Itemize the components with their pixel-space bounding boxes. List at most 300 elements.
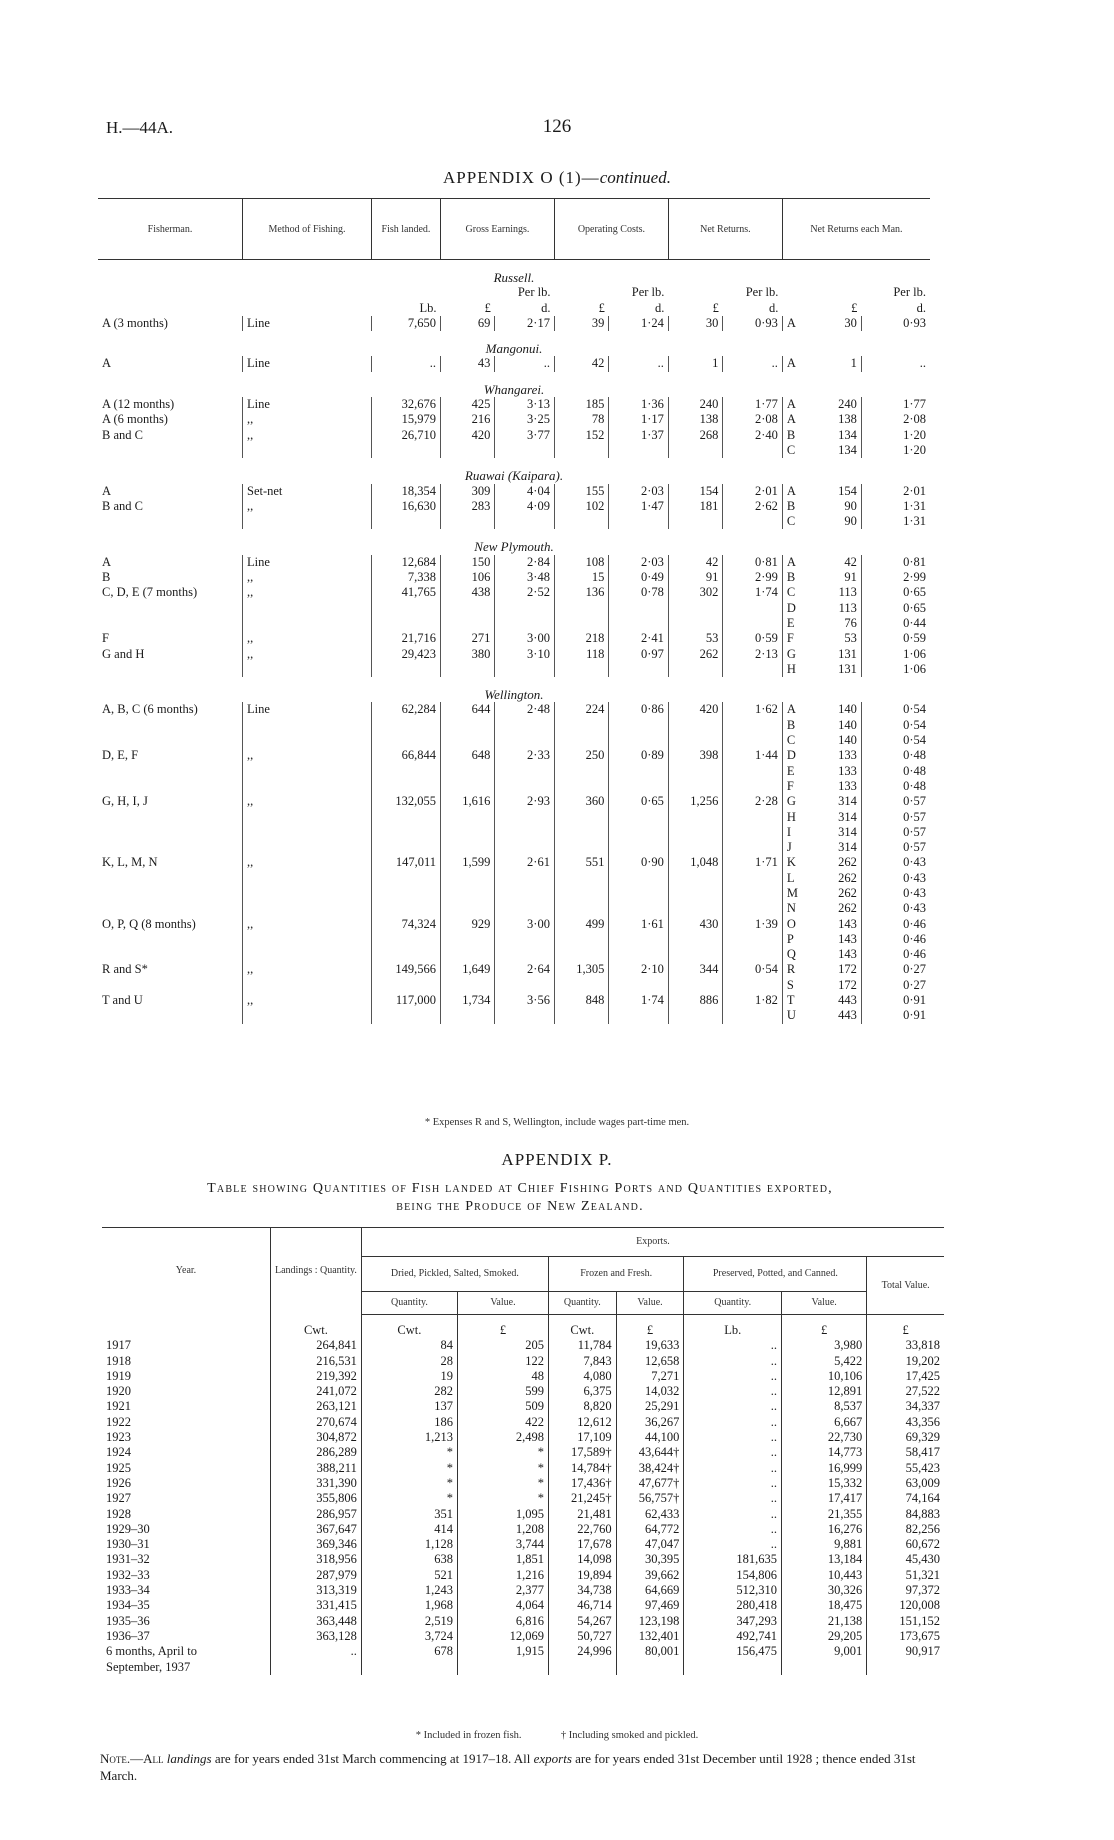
value-cell: 60,672 bbox=[867, 1537, 944, 1552]
empty-cell bbox=[372, 616, 441, 631]
fish-landed-cell: 7,338 bbox=[372, 570, 441, 585]
value-cell: 10,106 bbox=[781, 1369, 866, 1384]
table-row bbox=[98, 871, 930, 886]
value-cell: 263,121 bbox=[271, 1399, 362, 1414]
man-d-cell: 0·48 bbox=[861, 779, 930, 794]
table-row bbox=[102, 1598, 944, 1613]
value-cell: 286,289 bbox=[271, 1445, 362, 1460]
empty-cell bbox=[243, 932, 372, 947]
value-cell: 21,355 bbox=[781, 1507, 866, 1522]
year-cell: 1920 bbox=[106, 1384, 131, 1399]
col-preserved-quantity: Quantity. bbox=[684, 1292, 782, 1315]
net-cell: 886 bbox=[668, 993, 722, 1008]
value-cell: 90,917 bbox=[867, 1644, 944, 1675]
man-pound-cell: 138 bbox=[838, 412, 857, 427]
man-letter-cell: L bbox=[782, 871, 815, 886]
gross-d-cell: 3·56 bbox=[495, 993, 555, 1008]
man-d-cell: 0·48 bbox=[861, 764, 930, 779]
empty-cell bbox=[98, 443, 243, 458]
table-row bbox=[98, 499, 930, 514]
year-cell: 1926 bbox=[106, 1475, 131, 1490]
location-name: Wellington. bbox=[484, 687, 544, 703]
man-letter-cell: C bbox=[782, 733, 815, 748]
man-pound-cell: 262 bbox=[838, 855, 857, 870]
gross-cell: 69 bbox=[441, 316, 495, 331]
year-cell: 1930–31 bbox=[106, 1537, 150, 1552]
man-pound-cell: 143 bbox=[838, 916, 857, 931]
value-cell: 22,760 bbox=[548, 1522, 616, 1537]
empty-cell bbox=[554, 616, 608, 631]
empty-cell bbox=[609, 840, 669, 855]
value-cell: 14,784† bbox=[548, 1461, 616, 1476]
man-pound-cell: 90 bbox=[844, 498, 857, 513]
empty-cell bbox=[668, 871, 722, 886]
empty-cell bbox=[243, 779, 372, 794]
net-d-cell: 2·99 bbox=[723, 570, 783, 585]
man-letter-cell: J bbox=[782, 840, 815, 855]
fisherman-cell: R and S* bbox=[102, 962, 148, 977]
fish-landed-cell: 62,284 bbox=[372, 702, 441, 717]
empty-cell bbox=[723, 947, 783, 962]
value-cell: 205 bbox=[457, 1338, 548, 1353]
fish-landed-cell: 32,676 bbox=[372, 397, 441, 412]
man-d-cell: 1·20 bbox=[861, 443, 930, 458]
value-cell: 74,164 bbox=[867, 1491, 944, 1506]
value-cell: 351 bbox=[361, 1507, 457, 1522]
net-cell: 1,048 bbox=[668, 855, 722, 870]
net-cell: 262 bbox=[668, 647, 722, 662]
empty-cell bbox=[554, 840, 608, 855]
table-row bbox=[98, 356, 930, 371]
value-cell: 19 bbox=[361, 1369, 457, 1384]
gross-cell: 380 bbox=[441, 647, 495, 662]
table-row bbox=[98, 779, 930, 794]
value-cell: 1,243 bbox=[361, 1583, 457, 1598]
value-cell: .. bbox=[271, 1644, 362, 1675]
unit-label: £ bbox=[598, 300, 605, 315]
empty-cell bbox=[495, 810, 555, 825]
year-cell: 1925 bbox=[106, 1460, 131, 1475]
value-cell: 4,080 bbox=[548, 1369, 616, 1384]
empty-cell bbox=[554, 1008, 608, 1023]
table-row bbox=[102, 1430, 944, 1445]
empty-cell bbox=[554, 779, 608, 794]
gross-d-cell: 2·61 bbox=[495, 855, 555, 870]
value-cell: 50,727 bbox=[548, 1629, 616, 1644]
col-year: Year. bbox=[102, 1228, 271, 1315]
table-row bbox=[98, 443, 930, 458]
gross-cell: 420 bbox=[441, 428, 495, 443]
empty-cell bbox=[495, 825, 555, 840]
year-cell: 1918 bbox=[106, 1353, 131, 1368]
net-d-cell: 1·39 bbox=[723, 917, 783, 932]
empty-cell bbox=[609, 514, 669, 529]
net-cell: 91 bbox=[668, 570, 722, 585]
cost-d-cell: 1·47 bbox=[609, 499, 669, 514]
empty-cell bbox=[668, 514, 722, 529]
fish-landed-cell: 12,684 bbox=[372, 555, 441, 570]
value-cell: 6,667 bbox=[781, 1415, 866, 1430]
unit-label: Cwt. bbox=[361, 1315, 457, 1339]
value-cell: 3,980 bbox=[781, 1338, 866, 1353]
net-d-cell: 1·71 bbox=[723, 855, 783, 870]
value-cell: .. bbox=[684, 1399, 782, 1414]
man-d-cell: 0·93 bbox=[861, 316, 930, 331]
value-cell: 11,784 bbox=[548, 1338, 616, 1353]
man-letter-cell: R bbox=[782, 962, 815, 977]
value-cell: 9,001 bbox=[781, 1644, 866, 1675]
man-letter-cell: G bbox=[782, 647, 815, 662]
empty-cell bbox=[243, 718, 372, 733]
empty-cell bbox=[723, 514, 783, 529]
value-cell: 2,498 bbox=[457, 1430, 548, 1445]
table-row bbox=[98, 733, 930, 748]
value-cell: 509 bbox=[457, 1399, 548, 1414]
empty-cell bbox=[441, 1008, 495, 1023]
empty-cell bbox=[372, 825, 441, 840]
value-cell: 151,152 bbox=[867, 1614, 944, 1629]
table-row bbox=[102, 1476, 944, 1491]
man-letter-cell: E bbox=[782, 764, 815, 779]
empty-cell bbox=[98, 825, 243, 840]
value-cell: 25,291 bbox=[616, 1399, 684, 1414]
empty-cell bbox=[668, 932, 722, 947]
man-letter-cell: H bbox=[782, 810, 815, 825]
empty-cell bbox=[554, 718, 608, 733]
man-pound-cell: 133 bbox=[838, 748, 857, 763]
appendix-p-header-row-1 bbox=[102, 1228, 944, 1257]
table-row bbox=[98, 794, 930, 809]
value-cell: 39,662 bbox=[616, 1568, 684, 1583]
net-cell: 1 bbox=[668, 356, 722, 371]
gross-d-cell: 3·25 bbox=[495, 412, 555, 427]
net-cell: 420 bbox=[668, 702, 722, 717]
empty-cell bbox=[554, 733, 608, 748]
col-frozen: Frozen and Fresh. bbox=[548, 1257, 683, 1292]
fish-landed-cell: 29,423 bbox=[372, 647, 441, 662]
fisherman-cell: K, L, M, N bbox=[102, 855, 158, 870]
value-cell: 19,633 bbox=[616, 1338, 684, 1353]
col-preserved: Preserved, Potted, and Canned. bbox=[684, 1257, 867, 1292]
value-cell: 122 bbox=[457, 1354, 548, 1369]
gross-cell: 1,734 bbox=[441, 993, 495, 1008]
man-d-cell: 0·57 bbox=[861, 825, 930, 840]
method-cell: Set-net bbox=[243, 484, 372, 499]
man-letter-cell: A bbox=[782, 356, 815, 371]
man-letter-cell: A bbox=[782, 412, 815, 427]
value-cell: * bbox=[361, 1445, 457, 1460]
table-row bbox=[102, 1415, 944, 1430]
cost-d-cell: 2·41 bbox=[609, 631, 669, 646]
table-row bbox=[98, 428, 930, 443]
method-cell: ,, bbox=[243, 962, 372, 977]
empty-cell bbox=[609, 978, 669, 993]
empty-cell bbox=[243, 825, 372, 840]
empty-cell bbox=[98, 616, 243, 631]
value-cell: .. bbox=[684, 1461, 782, 1476]
man-pound-cell: 314 bbox=[838, 809, 857, 824]
table-row bbox=[98, 825, 930, 840]
gross-cell: 425 bbox=[441, 397, 495, 412]
man-letter-cell: B bbox=[782, 428, 815, 443]
fisherman-cell: A (12 months) bbox=[102, 397, 175, 412]
year-cell: 1936–37 bbox=[106, 1628, 150, 1643]
value-cell: 33,818 bbox=[867, 1338, 944, 1353]
empty-cell bbox=[441, 886, 495, 901]
empty-cell bbox=[441, 779, 495, 794]
cost-cell: 15 bbox=[554, 570, 608, 585]
value-cell: 313,319 bbox=[271, 1583, 362, 1598]
empty-cell bbox=[668, 718, 722, 733]
gross-cell: 1,616 bbox=[441, 794, 495, 809]
man-pound-cell: 91 bbox=[844, 570, 857, 585]
col-operating-costs: Operating Costs. bbox=[554, 199, 668, 260]
man-d-cell: 0·91 bbox=[861, 993, 930, 1008]
net-d-cell: 1·77 bbox=[723, 397, 783, 412]
value-cell: 38,424† bbox=[616, 1461, 684, 1476]
man-d-cell: 0·43 bbox=[861, 901, 930, 916]
empty-cell bbox=[243, 810, 372, 825]
empty-cell bbox=[554, 662, 608, 677]
empty-cell bbox=[554, 947, 608, 962]
table-row bbox=[98, 647, 930, 662]
year-cell: 1929–30 bbox=[106, 1521, 150, 1536]
empty-cell bbox=[441, 810, 495, 825]
col-net-returns-each-man: Net Returns each Man. bbox=[782, 199, 930, 260]
value-cell: 318,956 bbox=[271, 1552, 362, 1567]
value-cell: 63,009 bbox=[867, 1476, 944, 1491]
unit-label bbox=[782, 301, 815, 316]
cost-cell: 102 bbox=[554, 499, 608, 514]
empty-cell bbox=[554, 764, 608, 779]
value-cell: 21,481 bbox=[548, 1507, 616, 1522]
man-pound-cell: 90 bbox=[844, 514, 857, 529]
units-row bbox=[98, 301, 930, 316]
cost-cell: 39 bbox=[554, 316, 608, 331]
empty-cell bbox=[723, 779, 783, 794]
cost-d-cell: 0·89 bbox=[609, 748, 669, 763]
man-letter-cell: B bbox=[782, 718, 815, 733]
unit-label: £ bbox=[712, 300, 719, 315]
fish-landed-cell: 7,650 bbox=[372, 316, 441, 331]
net-d-cell: 1·82 bbox=[723, 993, 783, 1008]
table-row bbox=[98, 662, 930, 677]
value-cell: 280,418 bbox=[684, 1598, 782, 1613]
fish-landed-cell: 26,710 bbox=[372, 428, 441, 443]
value-cell: 80,001 bbox=[616, 1644, 684, 1675]
col-fisherman: Fisherman. bbox=[98, 199, 243, 260]
value-cell: 47,047 bbox=[616, 1537, 684, 1552]
cost-cell: 78 bbox=[554, 412, 608, 427]
unit-label: d. bbox=[768, 300, 779, 315]
gross-cell: 106 bbox=[441, 570, 495, 585]
empty-cell bbox=[609, 810, 669, 825]
empty-cell bbox=[441, 825, 495, 840]
fisherman-cell: F bbox=[102, 631, 109, 646]
man-d-cell: 1·31 bbox=[861, 499, 930, 514]
value-cell: 27,522 bbox=[867, 1384, 944, 1399]
empty-cell bbox=[441, 601, 495, 616]
value-cell: 1,128 bbox=[361, 1537, 457, 1552]
per-lb-label: Per lb. bbox=[893, 285, 926, 300]
value-cell: 15,332 bbox=[781, 1476, 866, 1491]
value-cell: 678 bbox=[361, 1644, 457, 1675]
table-row bbox=[98, 484, 930, 499]
cost-cell: 360 bbox=[554, 794, 608, 809]
value-cell: 492,741 bbox=[684, 1629, 782, 1644]
cost-cell: 136 bbox=[554, 585, 608, 600]
empty-cell bbox=[723, 932, 783, 947]
net-cell: 268 bbox=[668, 428, 722, 443]
empty-cell bbox=[495, 662, 555, 677]
empty-cell bbox=[495, 871, 555, 886]
man-pound-cell: 131 bbox=[838, 661, 857, 676]
cost-cell: 155 bbox=[554, 484, 608, 499]
empty-cell bbox=[723, 1008, 783, 1023]
man-d-cell: 0·43 bbox=[861, 871, 930, 886]
location-name: New Plymouth. bbox=[474, 539, 554, 555]
per-lb-label: Per lb. bbox=[631, 285, 665, 300]
empty-cell bbox=[723, 825, 783, 840]
empty-cell bbox=[98, 514, 243, 529]
man-letter-cell: H bbox=[782, 662, 815, 677]
location-row bbox=[98, 260, 930, 286]
unit-label: £ bbox=[781, 1315, 866, 1339]
empty-cell bbox=[723, 810, 783, 825]
man-pound-cell: 30 bbox=[844, 315, 857, 330]
value-cell: 363,448 bbox=[271, 1614, 362, 1629]
empty-cell bbox=[372, 779, 441, 794]
col-net-returns: Net Returns. bbox=[668, 199, 782, 260]
value-cell: 1,216 bbox=[457, 1568, 548, 1583]
gross-cell: 929 bbox=[441, 917, 495, 932]
value-cell: 19,202 bbox=[867, 1354, 944, 1369]
table-row bbox=[102, 1399, 944, 1414]
empty-cell bbox=[609, 733, 669, 748]
fish-landed-cell: 41,765 bbox=[372, 585, 441, 600]
man-d-cell: 0·65 bbox=[861, 585, 930, 600]
empty-cell bbox=[495, 616, 555, 631]
year-line: September, 1937 bbox=[106, 1659, 191, 1674]
method-cell: ,, bbox=[243, 993, 372, 1008]
gross-cell: 438 bbox=[441, 585, 495, 600]
empty-cell bbox=[98, 662, 243, 677]
method-cell: ,, bbox=[243, 499, 372, 514]
value-cell: .. bbox=[684, 1507, 782, 1522]
empty-cell bbox=[554, 514, 608, 529]
net-d-cell: 2·62 bbox=[723, 499, 783, 514]
table-row bbox=[98, 555, 930, 570]
man-letter-cell: F bbox=[782, 631, 815, 646]
value-cell: 17,436† bbox=[548, 1476, 616, 1491]
empty-cell bbox=[441, 840, 495, 855]
empty-cell bbox=[723, 662, 783, 677]
per-lb-label bbox=[782, 285, 815, 300]
value-cell: 29,205 bbox=[781, 1629, 866, 1644]
table-row-partial-year bbox=[102, 1644, 944, 1675]
method-cell: ,, bbox=[243, 570, 372, 585]
year-cell: 1931–32 bbox=[106, 1552, 150, 1567]
man-d-cell: 0·48 bbox=[861, 748, 930, 763]
man-letter-cell: A bbox=[782, 316, 815, 331]
col-gross-earnings: Gross Earnings. bbox=[441, 199, 555, 260]
per-lb-label bbox=[668, 285, 722, 300]
empty-cell bbox=[441, 978, 495, 993]
table-row bbox=[98, 901, 930, 916]
fish-landed-cell: 132,055 bbox=[372, 794, 441, 809]
empty-cell bbox=[98, 932, 243, 947]
fisherman-cell: O, P, Q (8 months) bbox=[102, 916, 196, 931]
value-cell: 1,968 bbox=[361, 1598, 457, 1613]
man-d-cell: 2·99 bbox=[861, 570, 930, 585]
value-cell: 137 bbox=[361, 1399, 457, 1414]
page-number: 126 bbox=[542, 116, 572, 137]
gross-cell: 216 bbox=[441, 412, 495, 427]
value-cell: 1,915 bbox=[457, 1644, 548, 1675]
empty-cell bbox=[495, 443, 555, 458]
table-row bbox=[102, 1507, 944, 1522]
man-pound-cell: 113 bbox=[838, 600, 857, 615]
man-pound-cell: 443 bbox=[838, 1008, 857, 1023]
value-cell: 367,647 bbox=[271, 1522, 362, 1537]
net-d-cell: 2·13 bbox=[723, 647, 783, 662]
man-pound-cell: 314 bbox=[838, 794, 857, 809]
value-cell: 287,979 bbox=[271, 1568, 362, 1583]
net-d-cell: 2·28 bbox=[723, 794, 783, 809]
empty-cell bbox=[372, 840, 441, 855]
gross-d-cell: 3·77 bbox=[495, 428, 555, 443]
value-cell: 173,675 bbox=[867, 1629, 944, 1644]
net-d-cell: 0·59 bbox=[723, 631, 783, 646]
value-cell: 34,738 bbox=[548, 1583, 616, 1598]
value-cell: .. bbox=[684, 1354, 782, 1369]
year-cell: 1917 bbox=[106, 1338, 131, 1353]
empty-cell bbox=[495, 733, 555, 748]
cost-d-cell: 2·03 bbox=[609, 555, 669, 570]
value-cell: .. bbox=[684, 1476, 782, 1491]
value-cell: 4,064 bbox=[457, 1598, 548, 1613]
man-letter-cell: I bbox=[782, 825, 815, 840]
value-cell: 154,806 bbox=[684, 1568, 782, 1583]
man-letter-cell: O bbox=[782, 917, 815, 932]
gross-d-cell: 2·52 bbox=[495, 585, 555, 600]
per-lb-label bbox=[98, 285, 243, 300]
empty-cell bbox=[372, 718, 441, 733]
value-cell: 7,843 bbox=[548, 1354, 616, 1369]
appendix-p-table bbox=[102, 1227, 944, 1675]
value-cell: 84 bbox=[361, 1338, 457, 1353]
man-letter-cell: B bbox=[782, 570, 815, 585]
value-cell: 19,894 bbox=[548, 1568, 616, 1583]
fisherman-cell: B bbox=[102, 570, 111, 585]
unit-label: d. bbox=[655, 300, 665, 315]
net-cell: 181 bbox=[668, 499, 722, 514]
cost-d-cell: 0·97 bbox=[609, 647, 669, 662]
cost-d-cell: 0·90 bbox=[609, 855, 669, 870]
location-row bbox=[98, 331, 930, 356]
method-cell: Line bbox=[243, 702, 372, 717]
empty-cell bbox=[243, 871, 372, 886]
man-d-cell: 0·54 bbox=[861, 733, 930, 748]
value-cell: 43,356 bbox=[867, 1415, 944, 1430]
value-cell: 16,999 bbox=[781, 1461, 866, 1476]
man-pound-cell: 133 bbox=[838, 763, 857, 778]
empty-cell bbox=[723, 718, 783, 733]
value-cell: 47,677† bbox=[616, 1476, 684, 1491]
year-cell: 1923 bbox=[106, 1430, 131, 1445]
net-cell: 138 bbox=[668, 412, 722, 427]
empty-cell bbox=[554, 932, 608, 947]
